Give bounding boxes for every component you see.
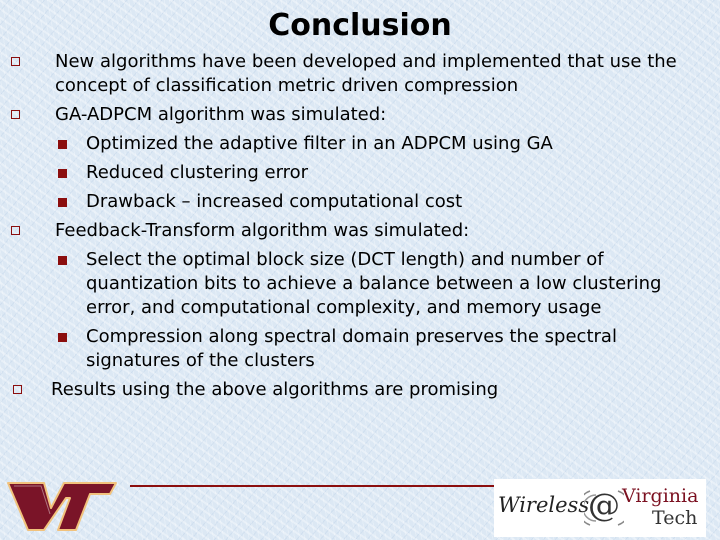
sub-bullet-item (0, 190, 720, 214)
bullet-item (0, 378, 720, 402)
bullet-item (0, 103, 720, 127)
filled-square-bullet-icon (58, 169, 67, 178)
logo-at-sign: @ (588, 486, 620, 524)
sub-bullet-text: Compression along spectral domain preserves the spectral signatures of the clusters (86, 326, 617, 371)
bullet-list (0, 50, 720, 407)
hollow-square-bullet-icon (11, 57, 20, 66)
logo-tech-text: Tech (652, 507, 698, 529)
sub-bullet-item (0, 161, 720, 185)
slide-title: Conclusion (268, 8, 452, 43)
filled-square-bullet-icon (58, 140, 67, 149)
filled-square-bullet-icon (58, 256, 67, 265)
bullet-item (0, 219, 720, 243)
filled-square-bullet-icon (58, 333, 67, 342)
bullet-text: New algorithms have been developed and implemented that use the concept of classification metric driven compression (55, 51, 677, 96)
logo-virginia-text: Virginia (622, 485, 699, 507)
wireless-at-virginia-tech-logo (494, 479, 706, 537)
hollow-square-bullet-icon (11, 226, 20, 235)
bullet-item (0, 50, 720, 98)
footer-divider (130, 485, 495, 487)
hollow-square-bullet-icon (13, 385, 22, 394)
sub-bullet-item (0, 132, 720, 156)
bullet-text: Feedback-Transform algorithm was simulated: (55, 220, 470, 241)
sub-bullet-text: Drawback – increased computational cost (86, 191, 463, 212)
sub-bullet-text: Reduced clustering error (86, 162, 309, 183)
hollow-square-bullet-icon (11, 110, 20, 119)
vt-logo (6, 478, 118, 534)
filled-square-bullet-icon (58, 198, 67, 207)
logo-wireless-text: Wireless (498, 493, 590, 517)
sub-bullet-text: Optimized the adaptive filter in an ADPCM using GA (86, 133, 553, 154)
sub-bullet-text: Select the optimal block size (DCT length) and number of quantization bits to achieve a balance between a low clustering error, and computational complexity, and memory usage (86, 249, 662, 318)
bullet-text: GA-ADPCM algorithm was simulated: (55, 104, 387, 125)
bullet-text: Results using the above algorithms are promising (51, 379, 499, 400)
sub-bullet-item (0, 325, 720, 373)
sub-bullet-item (0, 248, 720, 320)
